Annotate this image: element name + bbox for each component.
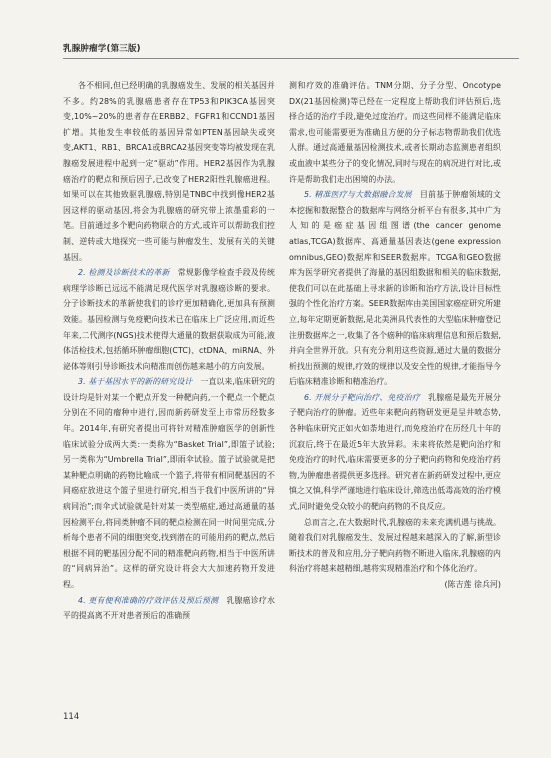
paragraph-conclusion: 总而言之,在大数据时代,乳腺癌的未来充满机遇与挑战。随着我们对乳腺癌发生、发展过程越来越深入的了解,新型诊断技术的普及和应用,分子靶向药物不断进入临床,乳腺癌的内科治疗将越来越精细,越将实现精准治疗和个体化治疗。: [289, 517, 501, 574]
paragraph-prognosis: [63, 593, 275, 624]
paragraph-trial-design: [63, 374, 275, 592]
section-heading-4: 4. 更有便利准确的疗效评估及预后预测: [78, 595, 219, 605]
paragraph-text: 乳腺癌诊疗水平的提高离不开对患者预后的准确预: [63, 595, 275, 621]
paragraph-text: 乳腺癌是最先开展分子靶向治疗的肿瘤。近些年来靶向药物研发更是呈井喷态势,各种临床研究正如火如荼地进行,而免疫治疗在历经几十年的沉寂后,终于在最近5年大放异彩。未来将依然是靶向治疗和免疫治疗的时代,临床需要更多的分子靶向药物和免疫治疗药物,为肿瘤患者提供更多选择。研究者在新药研发过程中,更应慎之又慎,科学严谨地进行临床设计,筛选出低毒高效的治疗模式,同时避免受众较小的靶向药物的不良反应。: [289, 392, 501, 512]
running-header: 乳腺肿瘤学(第三版): [63, 44, 141, 54]
paragraph-text: 一直以来,临床研究的设计均是针对某一个靶点开发一种靶向药,一个靶点一个靶点分别在不同的瘤种中进行,因而新药研发至上市常历经数多年。2014年,有研究者提出可将针对精准肿瘤医学的创新性临床试验分成两大类:一类称为“Basket Trial”,即篮子试验;另一类称为“Umbrella Trial”,即雨伞试验。篮子试验就是把某种靶点明确的药物比喻成一个篮子,将带有相同靶基因的不同癌症放进这个篮子里进行研究,相当于我们中医所讲的“异病同治”;而伞式试验就是针对某一类型癌症,通过高通量的基因检测平台,将同类肿瘤不同的靶点检测在同一时间里完成,分析每个患者不同的细胞突变,找到潜在的可能用药的靶点,然后根据不同的靶基因分配不同的精准靶向药物,相当于中医所讲的“同病异治”。这样的研究设计将会大大加速药物开发进程。: [63, 377, 275, 589]
paragraph-gene-mutations: 各不相同,但已经明确的乳腺癌发生、发展的相关基因并不多。约28%的乳腺癌患者存在TP53和PIK3CA基因突变,10%~20%的患者存在ERBB2、FGFR1和CCND1基因扩增。其他发生率较低的基因异常如PTEN基因缺失或突变,AKT1、RB1、BRCA1或BRCA2基因突变等均被发现在乳腺癌发展进程中起到一定“驱动”作用。HER2基因作为乳腺癌治疗的靶点和预后因子,已改变了HER2阳性乳腺癌进程。如果可以在其他致驱乳腺癌,特别是TNBC中找到像HER2基因这样的驱动基因,将会为乳腺癌的研究带上浓墨重彩的一笔。目前通过多个靶向药物联合的方式,或许可以帮助我们控制、逆转或大地探究一些可能与肿瘤发生、发展有关的关键基因。: [63, 81, 275, 262]
section-heading-3: 3. 基于基因水平的新的研究设计: [78, 377, 193, 387]
author-signature: (陈吉莲 徐兵河): [444, 580, 501, 589]
left-column: [63, 78, 275, 624]
paragraph-diagnostic-tech: [63, 265, 275, 374]
section-heading-6: 6. 开展分子靶向治疗、免疫治疗: [304, 392, 420, 402]
paragraph-evaluation: 测和疗效的准确评估。TNM分期、分子分型、Oncotype DX(21基因检测)等已经在一定程度上帮助我们评估预后,选择合适的治疗手段,避免过度治疗。而这些同样不能满足临床需求,也可能需要更为准确且方便的分子标志物帮助我们优选人群。通过高通量基因检测技术,或者长期动态监测患者组织或血液中某些分子的变化情况,同时与现在的病况进行对比,或许是帮助我们走出困境的办法。: [289, 81, 501, 184]
header-divider: [63, 58, 519, 59]
section-heading-5: 5. 精准医疗与大数据融合发展: [304, 190, 412, 200]
paragraph-text: 常规影像学检查手段及传统病理学诊断已远远不能满足现代医学对乳腺癌诊断的要求。分子诊断技术的革新使我们的诊疗更加精确化,更加具有预测效能。基因检测与免疫靶向技术已在临床上广泛应用,而近些年来,二代测序(NGS)技术使得大通量的数据获取成为可能,液体活检技术,包括循环肿瘤细胞(CTC)、ctDNA、miRNA、外泌体等则引导诊断技术向精准而创伤越来越小的方向发展。: [63, 268, 275, 371]
section-heading-2: 2. 检测及诊断技术的革新: [78, 268, 170, 278]
paragraph-text: 目前基于肿瘤领域的文本挖掘和数据整合的数据库与网络分析平台有很多,其中广为人知的是癌症基因组图谱(the cancer genome atlas,TCGA)数据库、高通量基因表达(gene expression omnibus,GEO)数据库和SEER数据库。TCGA和GEO数据库为医学研究者提供了海量的基因组数据和相关的临床数据,使我们可以在此基础上寻求新的诊断和治疗方法,设计目标性强的个性化治疗方案。SEER数据库由美国国家癌症研究所建立,每年定期更新数据,是北美洲具代表性的大型临床肿瘤登记注册数据库之一,收集了各个癌种的临床病理信息和预后数据,并向全世界开放。只有充分利用这些资源,通过大量的数据分析找出预测的规律,疗效的规律以及安全性的规律,才能指导今后临床精准诊断和精准治疗。: [289, 190, 501, 387]
right-column: [289, 78, 501, 593]
paragraph-targeted-therapy: [289, 390, 501, 515]
paragraph-big-data: [289, 187, 501, 390]
page-number: 114: [63, 712, 80, 722]
